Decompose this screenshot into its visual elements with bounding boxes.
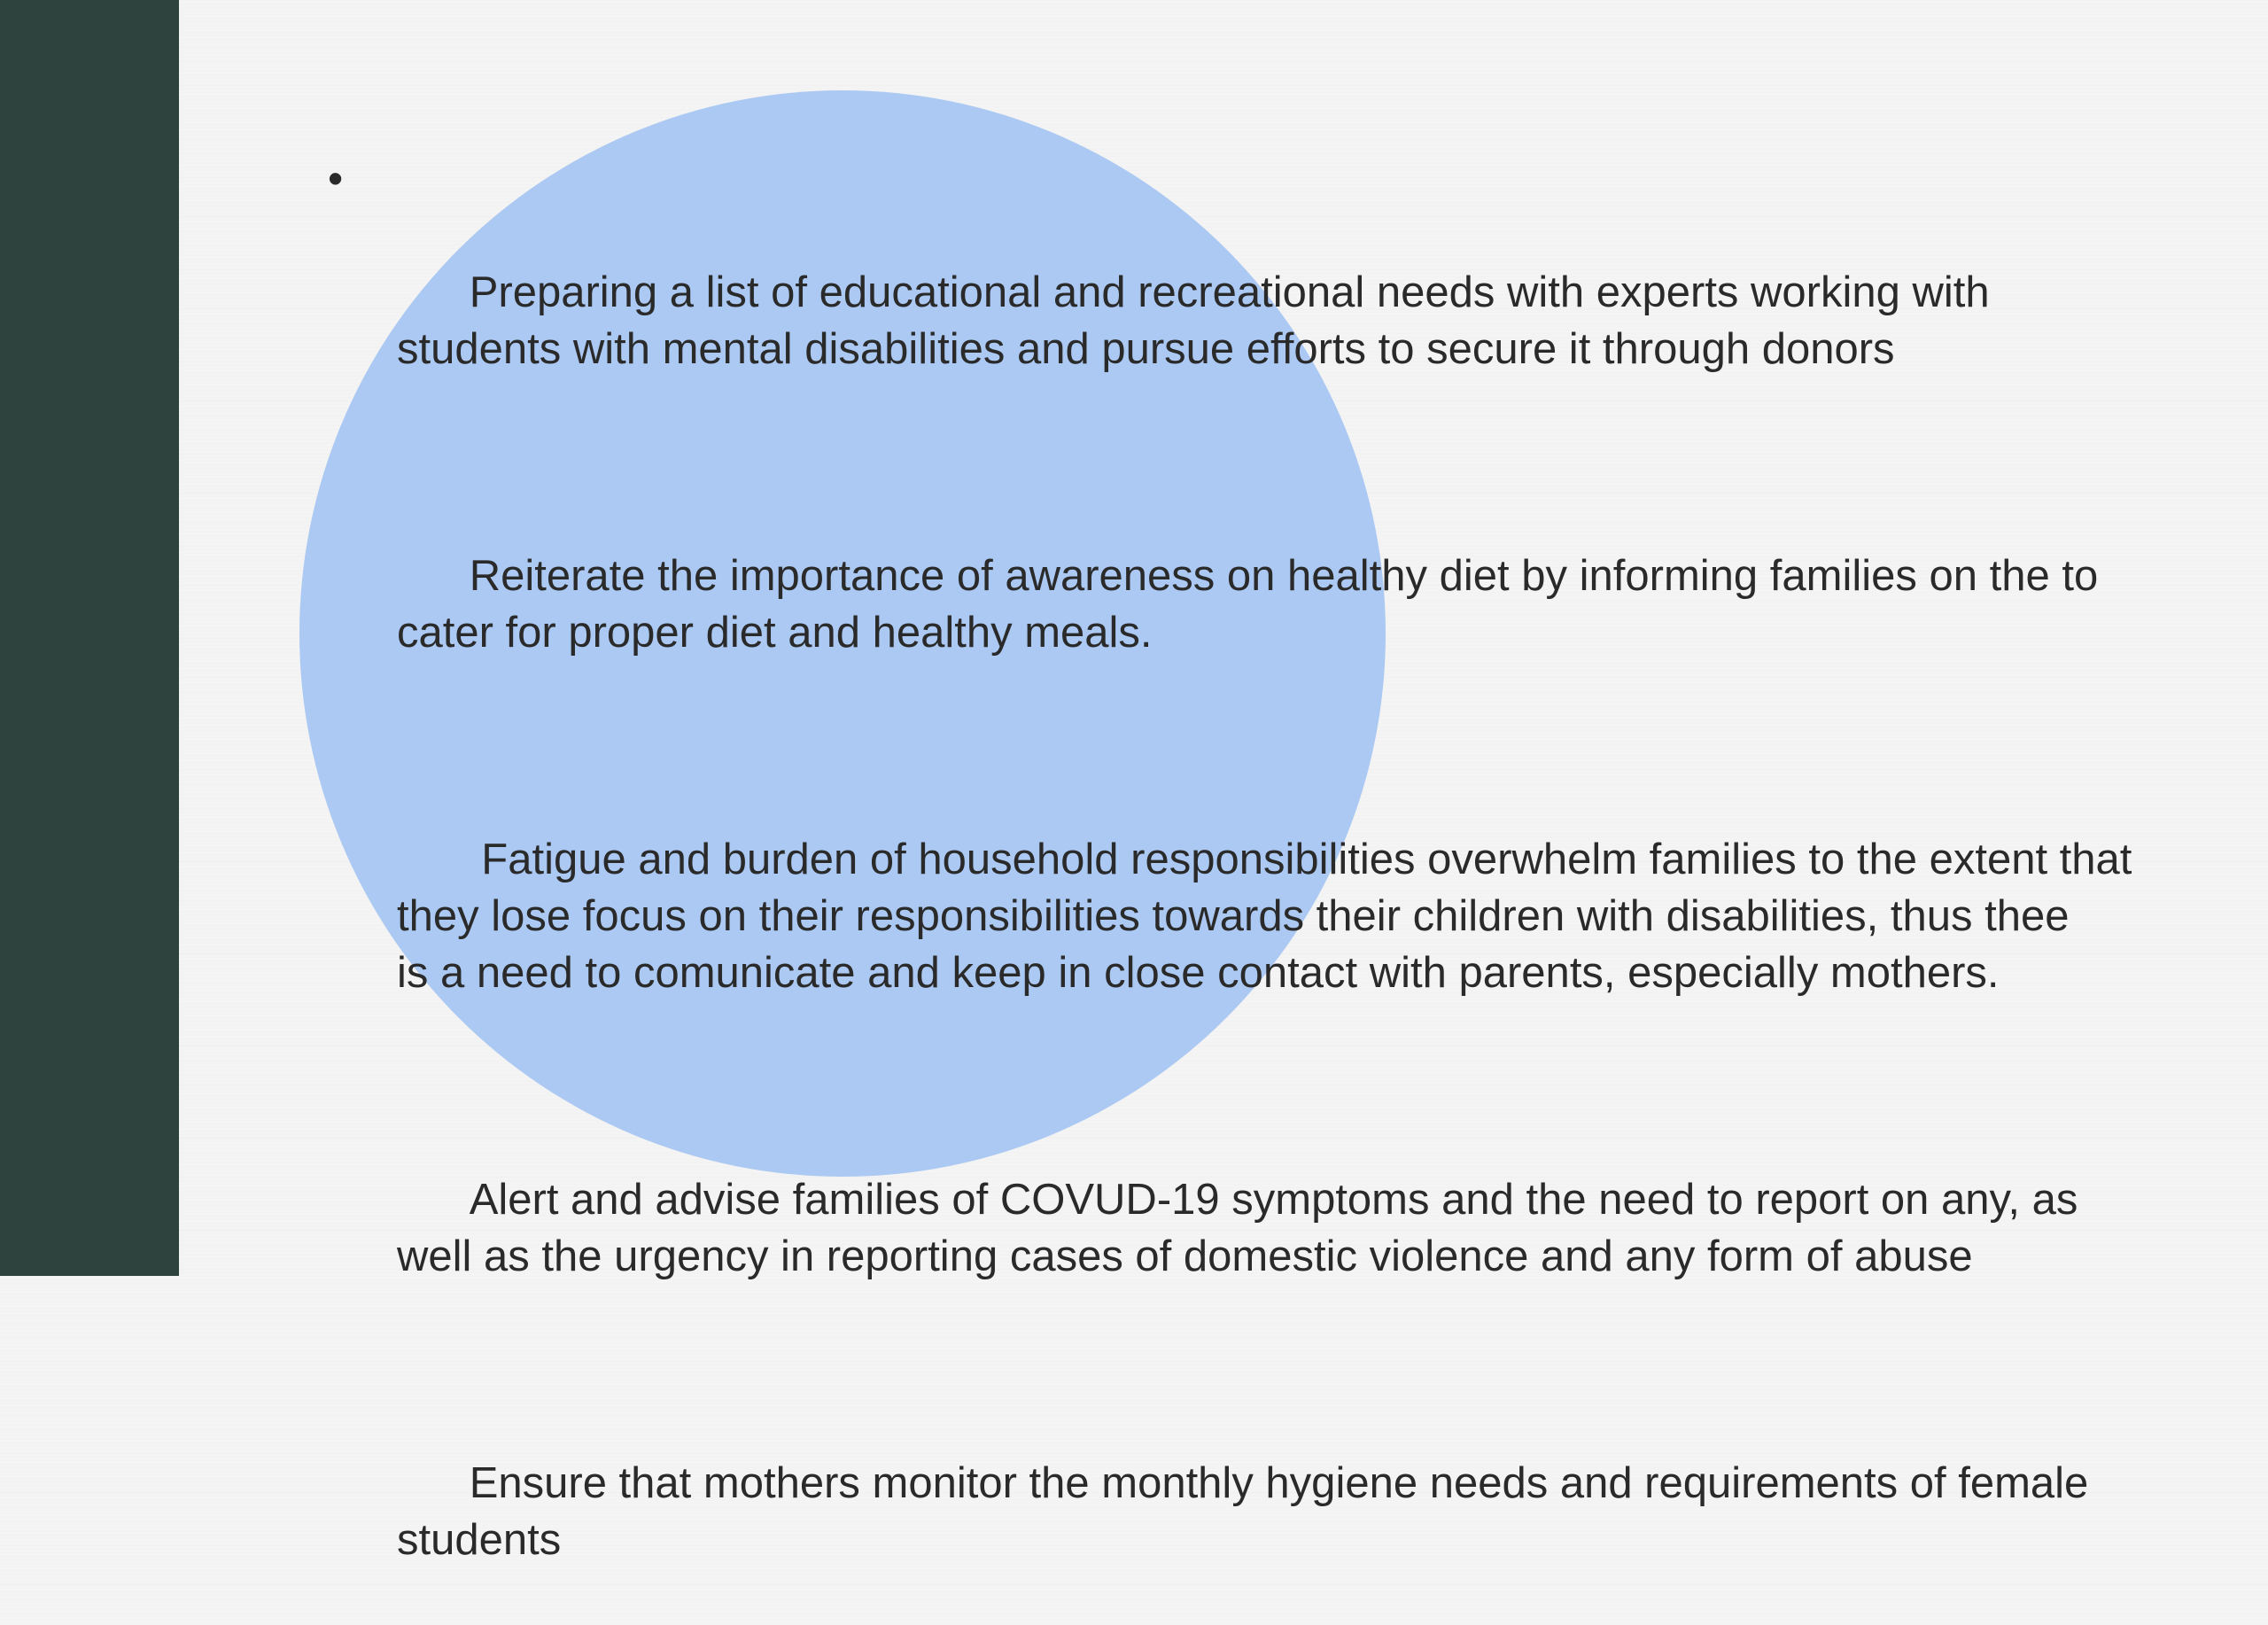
bullet-item xyxy=(328,1115,2233,1341)
bullet-item xyxy=(328,491,2233,718)
bullet-text: Preparing a list of educational and recreational needs with experts working with students with mental disabilities and pursue efforts to secure it through donors xyxy=(397,268,1990,373)
bullet-list xyxy=(328,151,2233,1625)
sidebar-accent-bar xyxy=(0,0,179,1276)
bullet-marker: • xyxy=(328,155,344,203)
bullet-text: Fatigue and burden of household responsibilities overwhelm families to the extent that they lose focus on their responsibilities towards their children with disabilities, thus thee is a need to comunicate and keep in close contact with parents, especially mothers. xyxy=(397,836,2132,997)
slide-content xyxy=(328,151,2233,1625)
bullet-item xyxy=(328,1398,2233,1625)
bullet-text: Ensure that mothers monitor the monthly hygiene needs and requirements of female students xyxy=(397,1459,2089,1564)
bullet-text: Reiterate the importance of awareness on healthy diet by informing families on the to cater for proper diet and healthy meals. xyxy=(397,552,2099,657)
bullet-item xyxy=(328,774,2233,1058)
bullet-item xyxy=(328,151,2233,434)
bullet-text: Alert and advise families of COVUD-19 symptoms and the need to report on any, as well as the urgency in reporting cases of domestic violence and any form of abuse xyxy=(397,1176,2078,1280)
